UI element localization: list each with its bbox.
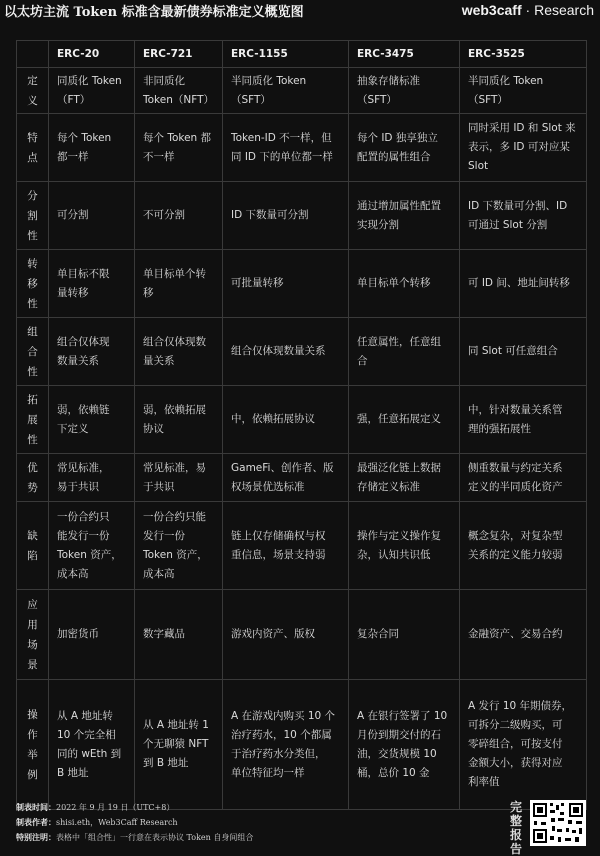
table-cell: 抽象存储标准 （SFT） <box>349 68 460 114</box>
token-standards-table <box>16 40 587 810</box>
footer-time <box>16 800 496 815</box>
table-row-composability <box>17 318 587 386</box>
table-cell: A 在银行签署了 10 月份到期交付的石 油，交货规模 10 桶，总价 10 金 <box>349 680 460 810</box>
table-cell: 每个 Token 都一样 <box>49 114 135 182</box>
table-cell: 半同质化 Token （SFT） <box>223 68 349 114</box>
table-cell: 中，依赖拓展协议 <box>223 386 349 454</box>
table-cell: A 发行 10 年期债券， 可拆分二级购买，可 零碎组合，可按支付 金额大小，获得对应 利率值 <box>460 680 587 810</box>
table-row-examples <box>17 680 587 810</box>
table-cell: Token-ID 不一样，但 同 ID 下的单位都一样 <box>223 114 349 182</box>
table-cell: 常见标准， 易于共识 <box>49 454 135 502</box>
brand-logo <box>462 2 600 18</box>
column-header <box>17 41 49 68</box>
row-label: 应 用 场 景 <box>17 590 49 680</box>
table-cell: 每个 ID 独享独立 配置的属性组合 <box>349 114 460 182</box>
brand-separator: · <box>521 2 535 18</box>
column-header: ERC-3475 <box>349 41 460 68</box>
full-report-label: 完 整 报 告 <box>509 800 522 856</box>
page-title: 以太坊主流 Token 标准含最新债券标准定义概览图 <box>4 4 304 20</box>
table-cell: 侧重数量与约定关系 定义的半同质化资产 <box>460 454 587 502</box>
table-cell: 同 Slot 可任意组合 <box>460 318 587 386</box>
table-cell: ID 下数量可分割 <box>223 182 349 250</box>
table-cell: 复杂合同 <box>349 590 460 680</box>
table-cell: 最强泛化链上数据 存储定义标准 <box>349 454 460 502</box>
footer-note <box>16 830 496 845</box>
table-cell: 组合仅体现数 量关系 <box>135 318 223 386</box>
column-header: ERC-1155 <box>223 41 349 68</box>
table-cell: 链上仅存储确权与权 重信息，场景支持弱 <box>223 502 349 590</box>
row-label: 拓 展 性 <box>17 386 49 454</box>
table-cell: 可批量转移 <box>223 250 349 318</box>
table-cell: 中，针对数量关系管 理的强拓展性 <box>460 386 587 454</box>
row-label: 定 义 <box>17 68 49 114</box>
table-cell: 可分割 <box>49 182 135 250</box>
table-row-definition <box>17 68 587 114</box>
column-header: ERC-721 <box>135 41 223 68</box>
footer-author-label: 制表作者： <box>16 817 56 827</box>
table-cell: 半同质化 Token （SFT） <box>460 68 587 114</box>
row-label: 特 点 <box>17 114 49 182</box>
footer-time-value: 2022 年 9 月 19 日（UTC+8） <box>56 803 175 812</box>
table-row-drawbacks <box>17 502 587 590</box>
table-row-characteristics <box>17 114 587 182</box>
table-cell: 组合仅体现 数量关系 <box>49 318 135 386</box>
table-cell: 弱，依赖链 下定义 <box>49 386 135 454</box>
table-cell: 组合仅体现数量关系 <box>223 318 349 386</box>
table-row-advantages <box>17 454 587 502</box>
table-cell: GameFi、创作者、版 权场景优选标准 <box>223 454 349 502</box>
qr-code-graphic <box>530 800 586 846</box>
footer-time-label: 制表时间： <box>16 802 56 812</box>
table-cell: 一份合约只能 发行一份 Token 资产， 成本高 <box>135 502 223 590</box>
table-cell: 强，任意拓展定义 <box>349 386 460 454</box>
table-cell: 单目标单个转 移 <box>135 250 223 318</box>
table-cell: 从 A 地址转 10 个完全相 同的 wEth 到 B 地址 <box>49 680 135 810</box>
footer-note-label: 特别注明： <box>16 832 56 842</box>
table-cell: 游戏内资产、版权 <box>223 590 349 680</box>
footer-author <box>16 815 496 830</box>
table-cell: 任意属性，任意组 合 <box>349 318 460 386</box>
table-cell: 金融资产、交易合约 <box>460 590 587 680</box>
table-cell: 可 ID 间、地址间转移 <box>460 250 587 318</box>
table-cell: 每个 Token 都 不一样 <box>135 114 223 182</box>
table-row-transferability <box>17 250 587 318</box>
table-cell: A 在游戏内购买 10 个 治疗药水，10 个都属 于治疗药水分类但， 单位特征均一样 <box>223 680 349 810</box>
table-cell: 常见标准，易 于共识 <box>135 454 223 502</box>
table-cell: 概念复杂，对复杂型 关系的定义能力较弱 <box>460 502 587 590</box>
footer <box>16 800 496 845</box>
brand-name: web3caff <box>461 2 522 18</box>
table-cell: 单目标单个转移 <box>349 250 460 318</box>
table-row-use-cases <box>17 590 587 680</box>
table-row-divisibility <box>17 182 587 250</box>
table-cell: 从 A 地址转 1 个无聊猿 NFT 到 B 地址 <box>135 680 223 810</box>
table-cell: 一份合约只 能发行一份 Token 资产， 成本高 <box>49 502 135 590</box>
table-cell: ID 下数量可分割、ID 可通过 Slot 分割 <box>460 182 587 250</box>
footer-author-value: shisi.eth，Web3Caff Research <box>56 818 178 827</box>
row-label: 缺 陷 <box>17 502 49 590</box>
column-header: ERC-20 <box>49 41 135 68</box>
brand-suffix: Research <box>534 2 594 18</box>
table-cell: 同时采用 ID 和 Slot 来 表示，多 ID 可对应某 Slot <box>460 114 587 182</box>
page-header <box>0 0 600 20</box>
qr-code-icon[interactable] <box>530 800 586 846</box>
row-label: 操 作 举 例 <box>17 680 49 810</box>
table-cell: 操作与定义操作复 杂，认知共识低 <box>349 502 460 590</box>
row-label: 转 移 性 <box>17 250 49 318</box>
table-header-row <box>17 41 587 68</box>
table-row-extensibility <box>17 386 587 454</box>
table-cell: 同质化 Token （FT） <box>49 68 135 114</box>
table-cell: 弱，依赖拓展 协议 <box>135 386 223 454</box>
table-cell: 通过增加属性配置 实现分割 <box>349 182 460 250</box>
table-cell: 非同质化 Token（NFT） <box>135 68 223 114</box>
row-label: 优 势 <box>17 454 49 502</box>
table-cell: 不可分割 <box>135 182 223 250</box>
row-label: 分 割 性 <box>17 182 49 250</box>
table-cell: 加密货币 <box>49 590 135 680</box>
row-label: 组 合 性 <box>17 318 49 386</box>
table-cell: 单目标不限 量转移 <box>49 250 135 318</box>
column-header: ERC-3525 <box>460 41 587 68</box>
footer-note-value: 表格中「组合性」一行意在表示协议 Token 自身间组合 <box>56 833 254 842</box>
table-cell: 数字藏品 <box>135 590 223 680</box>
